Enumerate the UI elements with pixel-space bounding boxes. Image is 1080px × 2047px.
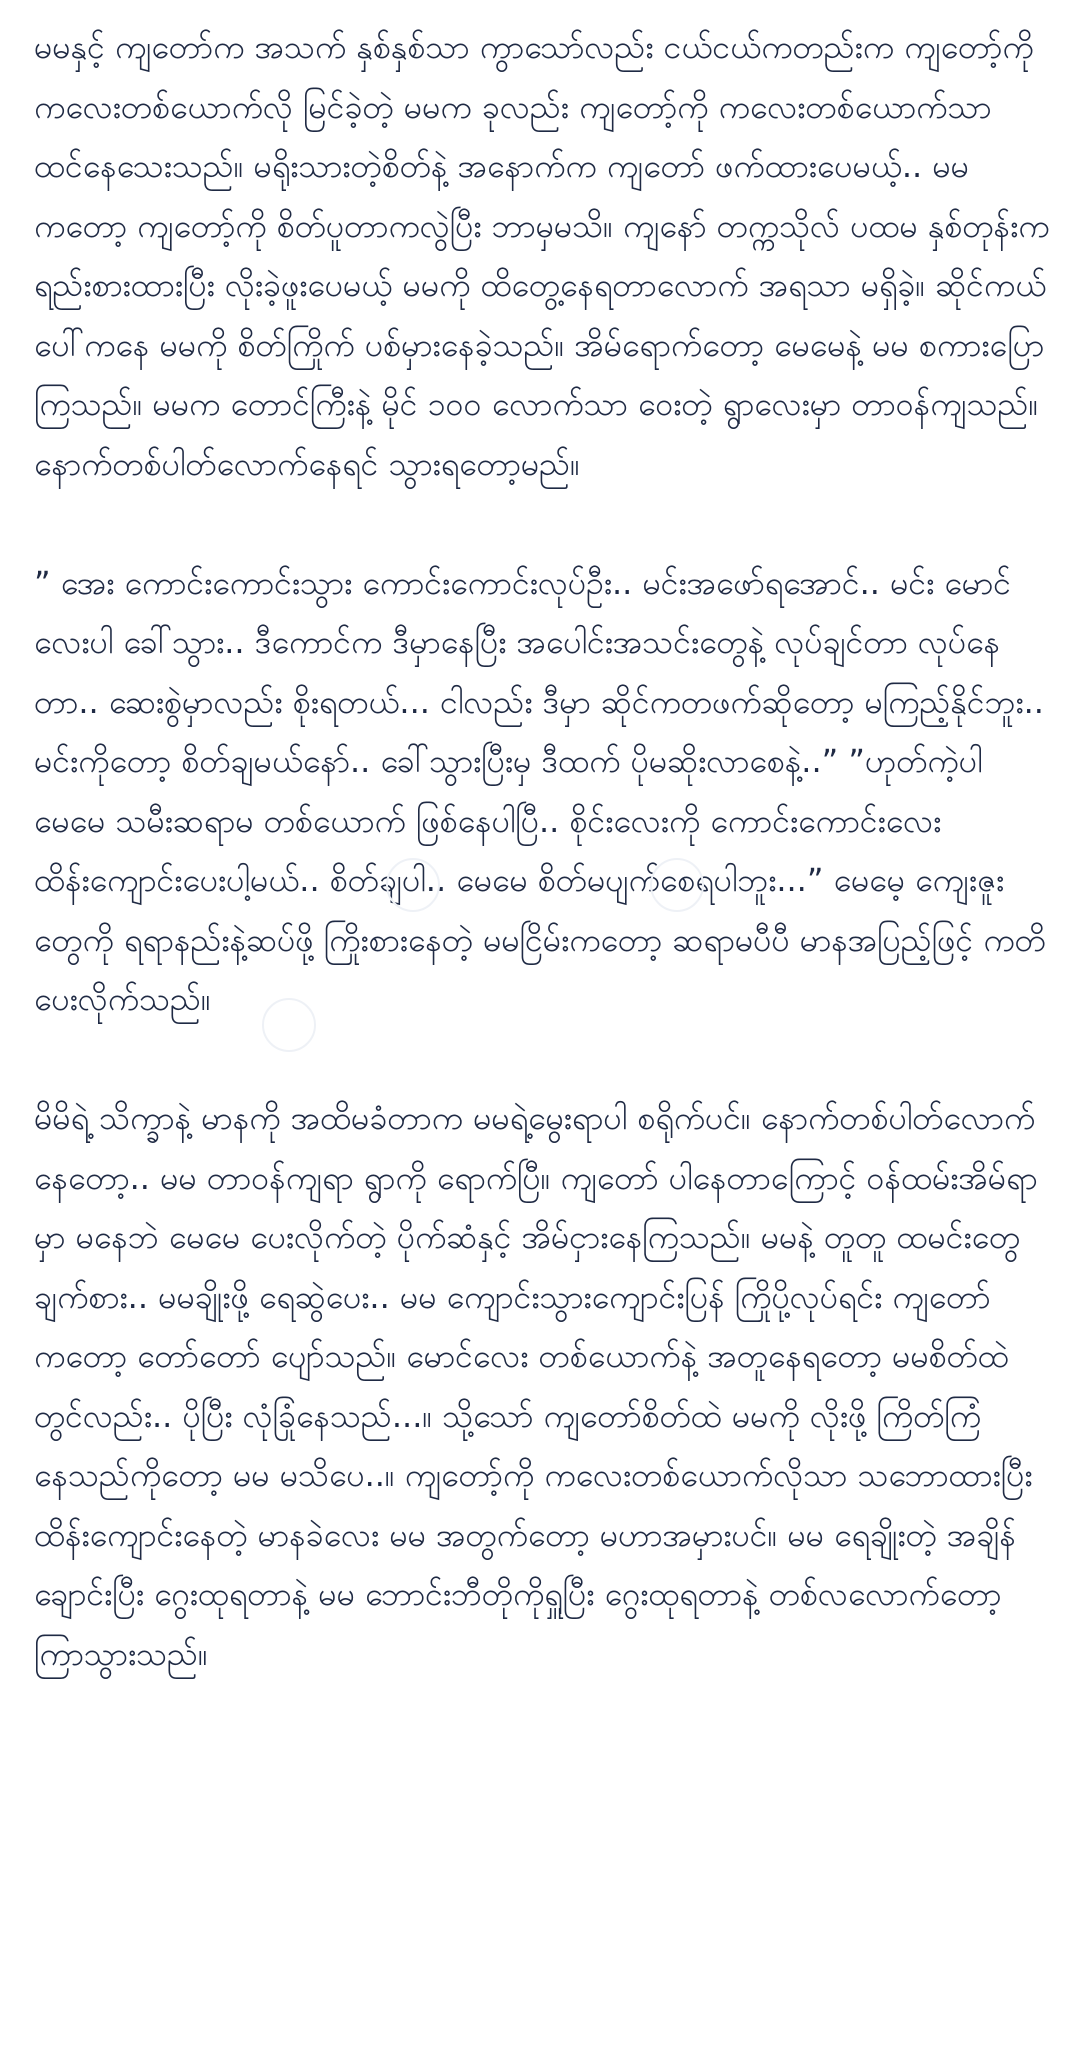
- paragraph-3: မိမိရဲ့ သိက္ခာနဲ့ မာနကို အထိမခံတာက မမရဲ့မွေးရာပါ စရိုက်ပင်။ နောက်တစ်ပါတ်လောက်နေတော့.. မမ တာဝန်ကျရာ ရွာကို ရောက်ပြီ။ ကျတော် ပါနေတာကြောင့် ဝန်ထမ်းအိမ်ရာမှာ မနေဘဲ မေမေ ပေးလိုက်တဲ့ ပိုက်ဆံနှင့် အိမ်ငှားနေကြသည်။ မမနဲ့ တူတူ ထမင်းတွေ ချက်စား.. မမချိုးဖို့ ရေဆွဲပေး.. မမ ကျောင်းသွားကျောင်းပြန် ကြိုပို့လုပ်ရင်း ကျတော်ကတော့ တော်တော် ပျော်သည်။ မောင်လေး တစ်ယောက်နဲ့ အတူနေရတော့ မမစိတ်ထဲတွင်လည်း.. ပိုပြီး လုံခြုံနေသည်...။ သို့သော် ကျတော်စိတ်ထဲ မမကို လိုးဖို့ ကြိတ်ကြံနေသည်ကိုတော့ မမ မသိပေ..။ ကျတော့်ကို ကလေးတစ်ယောက်လိုသာ သဘောထားပြီး ထိန်းကျောင်းနေတဲ့ မာနခဲလေး မမ အတွက်တော့ မဟာအမှားပင်။ မမ ရေချိုးတဲ့ အချိန်ချောင်းပြီး ဂွေးထုရတာနဲ့ မမ ဘောင်းဘီတိုကိုရှူပြီး ဂွေးထုရတာနဲ့ တစ်လလောက်တော့ ကြာသွားသည်။: [34, 1099, 1038, 1673]
- paragraph-2: ” အေး ကောင်းကောင်းသွား ကောင်းကောင်းလုပ်ဦး.. မင်းအဖော်ရအောင်.. မင်း မောင်လေးပါ ခေါ်သွား.. ဒီကောင်က ဒီမှာနေပြီး အပေါင်းအသင်းတွေနဲ့ လုပ်ချင်တာ လုပ်နေတာ.. ဆေးစွဲမှာလည်း စိုးရတယ်... ငါလည်း ဒီမှာ ဆိုင်ကတဖက်ဆိုတော့ မကြည့်နိုင်ဘူး.. မင်းကိုတော့ စိတ်ချမယ်နော်.. ခေါ်သွားပြီးမှ ဒီထက် ပိုမဆိုးလာစေနဲ့..” ”ဟုတ်ကဲ့ပါ မေမေ သမီးဆရာမ တစ်ယောက် ဖြစ်နေပါပြီ.. စိုင်းလေးကို ကောင်းကောင်းလေး ထိန်းကျောင်းပေးပါ့မယ်.. စိတ်ချပါ.. မေမေ စိတ်မပျက်စေရပါဘူး...” မေမေ့ ကျေးဇူးတွေကို ရရာနည်းနဲ့ဆပ်ဖို့ ကြိုးစားနေတဲ့ မမငြိမ်းကတော့ ဆရာမပီပီ မာနအပြည့်ဖြင့် ကတိပေးလိုက်သည်။: [34, 563, 1046, 1018]
- paragraph-1: မမနှင့် ကျတော်က အသက် နှစ်နှစ်သာ ကွာသော်လည်း ငယ်ငယ်ကတည်းက ကျတော့်ကို ကလေးတစ်ယောက်လို မြင်ခဲ့တဲ့ မမက ခုလည်း ကျတော့်ကို ကလေးတစ်ယောက်သာ ထင်နေသေးသည်။ မရိုးသားတဲ့စိတ်နဲ့ အနောက်က ကျတော် ဖက်ထားပေမယ့်.. မမ ကတော့ ကျတော့်ကို စိတ်ပူတာကလွဲပြီး ဘာမှမသိ။ ကျနော် တက္ကသိုလ် ပထမ နှစ်တုန်းက ရည်းစားထားပြီး လိုးခဲ့ဖူးပေမယ့် မမကို ထိတွေ့နေရတာလောက် အရသာ မရှိခဲ့။ ဆိုင်ကယ်ပေါ်ကနေ မမကို စိတ်ကြိုက် ပစ်မှားနေခဲ့သည်။ အိမ်ရောက်တော့ မေမေနဲ့ မမ စကားပြောကြသည်။ မမက တောင်ကြီးနဲ့ မိုင် ၁၀၀ လောက်သာ ဝေးတဲ့ ရွာလေးမှာ တာဝန်ကျသည်။ နောက်တစ်ပါတ်လောက်နေရင် သွားရတော့မည်။: [34, 28, 1050, 483]
- faint-circle-mark: [650, 858, 704, 912]
- faint-circle-mark: [262, 998, 316, 1052]
- paragraph-spacer: [34, 1030, 1050, 1090]
- faint-circle-mark: [386, 858, 440, 912]
- paragraph-spacer: [34, 494, 1050, 554]
